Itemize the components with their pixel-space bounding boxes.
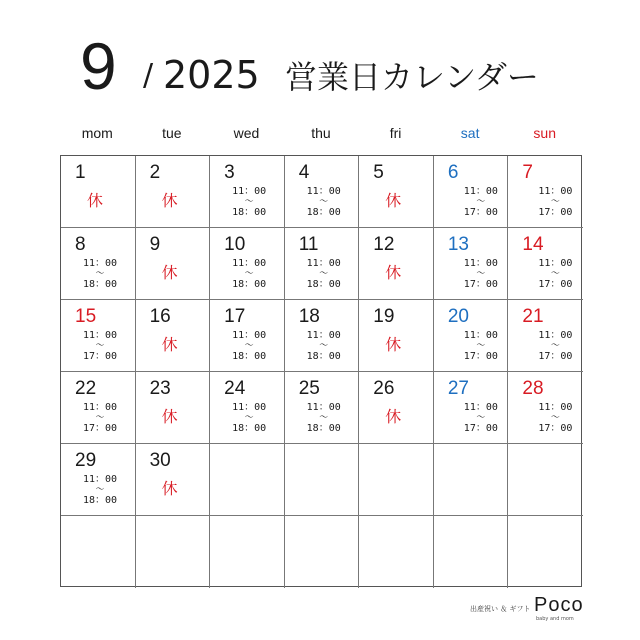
weekday-label-sat: sat bbox=[460, 125, 480, 141]
day-cell-22 bbox=[61, 372, 136, 444]
weekday-label-thu: thu bbox=[311, 125, 331, 141]
day-cell-5 bbox=[359, 156, 434, 228]
business-hours bbox=[456, 186, 506, 219]
day-number: 29 bbox=[75, 450, 97, 471]
closed-mark: 休 bbox=[385, 335, 402, 354]
day-cell-2 bbox=[136, 156, 211, 228]
close-time: 17：00 bbox=[538, 279, 573, 290]
range-tilde: 〜 bbox=[95, 413, 105, 423]
day-number: 6 bbox=[447, 162, 459, 183]
day-cell-14 bbox=[508, 228, 583, 300]
range-tilde: 〜 bbox=[550, 413, 560, 423]
range-tilde: 〜 bbox=[244, 341, 254, 351]
footer-tagline: 出産祝い ＆ ギフト bbox=[470, 605, 531, 613]
close-time: 18：00 bbox=[232, 423, 267, 434]
day-number: 13 bbox=[447, 234, 469, 255]
open-time: 11：00 bbox=[232, 330, 267, 341]
day-cell-19 bbox=[359, 300, 434, 372]
close-time: 18：00 bbox=[306, 423, 341, 434]
day-number: 16 bbox=[149, 306, 171, 327]
day-number: 27 bbox=[447, 378, 469, 399]
weekday-label-tue: tue bbox=[162, 125, 182, 141]
day-cell-8 bbox=[61, 228, 136, 300]
empty-cell bbox=[210, 516, 285, 588]
open-time: 11：00 bbox=[538, 402, 573, 413]
day-cell-20 bbox=[434, 300, 509, 372]
day-number: 12 bbox=[373, 234, 395, 255]
brand-logo: Poco bbox=[534, 594, 584, 616]
day-number: 22 bbox=[75, 378, 97, 399]
calendar-title bbox=[0, 18, 640, 108]
day-number: 9 bbox=[149, 234, 161, 255]
calendar-grid bbox=[60, 155, 582, 587]
range-tilde: 〜 bbox=[244, 269, 254, 279]
day-cell-25 bbox=[285, 372, 360, 444]
closed-mark: 休 bbox=[385, 263, 402, 282]
range-tilde: 〜 bbox=[476, 269, 486, 279]
open-time: 11：00 bbox=[306, 186, 341, 197]
day-number: 4 bbox=[298, 162, 310, 183]
day-cell-29 bbox=[61, 444, 136, 516]
close-time: 17：00 bbox=[82, 423, 118, 434]
close-time: 17：00 bbox=[463, 207, 498, 218]
range-tilde: 〜 bbox=[244, 197, 254, 207]
close-time: 18：00 bbox=[82, 279, 118, 290]
day-number: 3 bbox=[224, 162, 235, 183]
day-cell-26 bbox=[359, 372, 434, 444]
open-time: 11：00 bbox=[232, 186, 267, 197]
close-time: 17：00 bbox=[463, 279, 498, 290]
closed-mark: 休 bbox=[161, 479, 178, 498]
open-time: 11：00 bbox=[463, 186, 498, 197]
business-hours bbox=[456, 258, 506, 291]
range-tilde: 〜 bbox=[244, 413, 254, 423]
closed-mark: 休 bbox=[87, 191, 104, 210]
business-hours bbox=[299, 186, 349, 219]
day-number: 19 bbox=[373, 306, 395, 327]
day-number: 1 bbox=[75, 162, 86, 183]
closed-mark: 休 bbox=[161, 191, 178, 210]
range-tilde: 〜 bbox=[319, 269, 329, 279]
day-cell-6 bbox=[434, 156, 509, 228]
calendar-heading: 営業日カレンダー bbox=[285, 58, 539, 96]
close-time: 18：00 bbox=[82, 495, 118, 506]
business-hours bbox=[530, 402, 580, 435]
open-time: 11：00 bbox=[463, 258, 498, 269]
business-hours bbox=[299, 402, 349, 435]
empty-cell bbox=[285, 444, 360, 516]
close-time: 17：00 bbox=[538, 351, 573, 362]
day-number: 14 bbox=[522, 234, 544, 255]
open-time: 11：00 bbox=[463, 330, 498, 341]
day-cell-21 bbox=[508, 300, 583, 372]
title-slash: / bbox=[143, 58, 154, 93]
range-tilde: 〜 bbox=[476, 413, 486, 423]
day-cell-4 bbox=[285, 156, 360, 228]
day-cell-18 bbox=[285, 300, 360, 372]
open-time: 11：00 bbox=[306, 402, 341, 413]
day-number: 24 bbox=[224, 378, 246, 399]
open-time: 11：00 bbox=[232, 402, 267, 413]
range-tilde: 〜 bbox=[550, 197, 560, 207]
empty-cell bbox=[285, 516, 360, 588]
business-hours bbox=[530, 330, 580, 363]
day-number: 15 bbox=[75, 306, 97, 327]
open-time: 11：00 bbox=[306, 258, 341, 269]
close-time: 18：00 bbox=[232, 279, 267, 290]
business-hours bbox=[75, 474, 125, 507]
empty-cell bbox=[434, 444, 509, 516]
empty-cell bbox=[508, 444, 583, 516]
day-number: 21 bbox=[522, 306, 544, 327]
day-number: 2 bbox=[149, 162, 161, 183]
weekday-label-sun: sun bbox=[533, 125, 556, 141]
open-time: 11：00 bbox=[538, 258, 573, 269]
day-number: 28 bbox=[522, 378, 544, 399]
weekday-header-row bbox=[60, 125, 582, 149]
open-time: 11：00 bbox=[306, 330, 341, 341]
day-cell-3 bbox=[210, 156, 285, 228]
day-cell-24 bbox=[210, 372, 285, 444]
business-hours bbox=[224, 186, 274, 219]
range-tilde: 〜 bbox=[550, 341, 560, 351]
open-time: 11：00 bbox=[232, 258, 267, 269]
business-hours bbox=[224, 402, 274, 435]
range-tilde: 〜 bbox=[319, 341, 329, 351]
empty-cell bbox=[434, 516, 509, 588]
business-hours bbox=[75, 330, 125, 363]
range-tilde: 〜 bbox=[550, 269, 560, 279]
day-number: 20 bbox=[447, 306, 469, 327]
closed-mark: 休 bbox=[161, 263, 178, 282]
open-time: 11：00 bbox=[538, 186, 573, 197]
day-number: 8 bbox=[75, 234, 86, 255]
open-time: 11：00 bbox=[538, 330, 573, 341]
open-time: 11：00 bbox=[82, 330, 118, 341]
day-cell-13 bbox=[434, 228, 509, 300]
day-number: 26 bbox=[373, 378, 395, 399]
close-time: 17：00 bbox=[463, 351, 498, 362]
year-number: 2025 bbox=[163, 53, 260, 97]
open-time: 11：00 bbox=[82, 258, 118, 269]
close-time: 17：00 bbox=[538, 207, 573, 218]
empty-cell bbox=[508, 516, 583, 588]
brand-footer bbox=[470, 594, 610, 622]
day-cell-23 bbox=[136, 372, 211, 444]
business-hours bbox=[75, 258, 125, 291]
empty-cell bbox=[136, 516, 211, 588]
weekday-label-wed: wed bbox=[233, 125, 260, 141]
weekday-label-mom: mom bbox=[81, 125, 113, 141]
empty-cell bbox=[359, 444, 434, 516]
close-time: 18：00 bbox=[306, 279, 341, 290]
empty-cell bbox=[210, 444, 285, 516]
day-number: 11 bbox=[298, 234, 319, 255]
brand-subtitle: baby and mom bbox=[536, 616, 574, 622]
business-hours bbox=[530, 258, 580, 291]
day-cell-16 bbox=[136, 300, 211, 372]
day-cell-27 bbox=[434, 372, 509, 444]
range-tilde: 〜 bbox=[95, 269, 105, 279]
business-hours bbox=[75, 402, 125, 435]
business-hours bbox=[456, 330, 506, 363]
empty-cell bbox=[61, 516, 136, 588]
range-tilde: 〜 bbox=[319, 413, 329, 423]
day-number: 17 bbox=[224, 306, 246, 327]
day-cell-30 bbox=[136, 444, 211, 516]
day-number: 10 bbox=[224, 234, 246, 255]
range-tilde: 〜 bbox=[319, 197, 329, 207]
business-hours bbox=[224, 258, 274, 291]
range-tilde: 〜 bbox=[476, 197, 486, 207]
business-hours bbox=[299, 258, 349, 291]
open-time: 11：00 bbox=[82, 402, 118, 413]
range-tilde: 〜 bbox=[95, 341, 105, 351]
weekday-label-fri: fri bbox=[389, 125, 402, 141]
range-tilde: 〜 bbox=[476, 341, 486, 351]
close-time: 18：00 bbox=[306, 207, 341, 218]
day-cell-15 bbox=[61, 300, 136, 372]
open-time: 11：00 bbox=[82, 474, 118, 485]
day-cell-1 bbox=[61, 156, 136, 228]
close-time: 18：00 bbox=[306, 351, 341, 362]
day-cell-12 bbox=[359, 228, 434, 300]
day-number: 5 bbox=[373, 162, 384, 183]
empty-cell bbox=[359, 516, 434, 588]
day-number: 7 bbox=[522, 162, 533, 183]
day-cell-28 bbox=[508, 372, 583, 444]
close-time: 17：00 bbox=[463, 423, 498, 434]
business-hours bbox=[224, 330, 274, 363]
business-hours bbox=[456, 402, 506, 435]
day-number: 25 bbox=[298, 378, 320, 399]
month-number: 9 bbox=[80, 29, 117, 103]
day-cell-11 bbox=[285, 228, 360, 300]
day-number: 23 bbox=[149, 378, 171, 399]
range-tilde: 〜 bbox=[95, 485, 105, 495]
business-hours bbox=[299, 330, 349, 363]
closed-mark: 休 bbox=[161, 335, 178, 354]
close-time: 17：00 bbox=[538, 423, 573, 434]
open-time: 11：00 bbox=[463, 402, 498, 413]
business-hours bbox=[530, 186, 580, 219]
close-time: 18：00 bbox=[232, 351, 267, 362]
close-time: 17：00 bbox=[82, 351, 118, 362]
closed-mark: 休 bbox=[385, 407, 402, 426]
day-cell-9 bbox=[136, 228, 211, 300]
day-number: 30 bbox=[149, 450, 171, 471]
day-number: 18 bbox=[298, 306, 320, 327]
day-cell-7 bbox=[508, 156, 583, 228]
closed-mark: 休 bbox=[161, 407, 178, 426]
day-cell-17 bbox=[210, 300, 285, 372]
close-time: 18：00 bbox=[232, 207, 267, 218]
closed-mark: 休 bbox=[385, 191, 402, 210]
day-cell-10 bbox=[210, 228, 285, 300]
